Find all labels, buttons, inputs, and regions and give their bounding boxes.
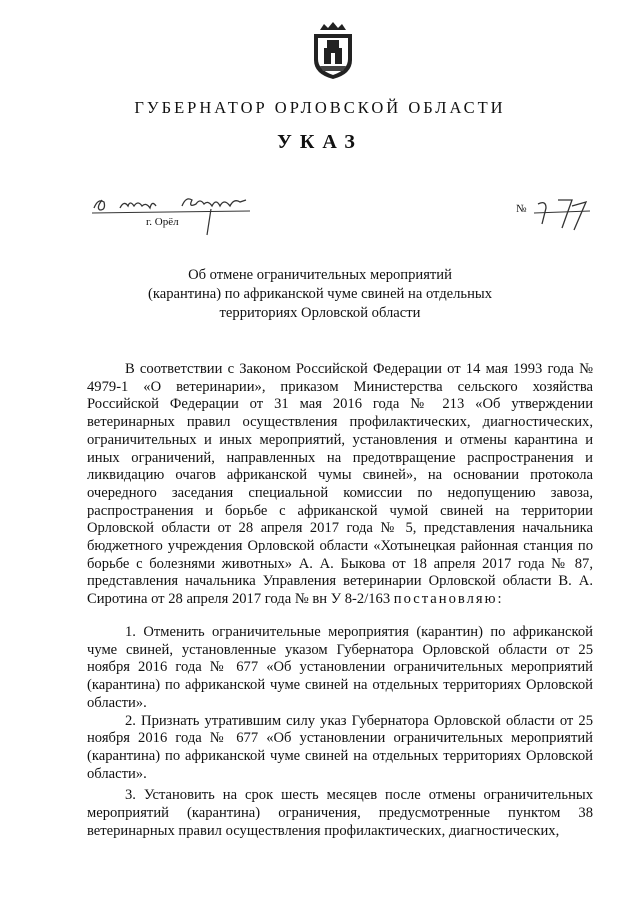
decree-item: 2. Признать утратившим силу указ Губернатора Орловской области от 25 ноября 2016 года № 677 «Об установлении ограничительных мероприятий (карантина) по африканской чуме свиней на отдельных территориях Орловской области». [87,712,593,782]
issuer-heading: ГУБЕРНАТОР ОРЛОВСКОЙ ОБЛАСТИ [134,98,506,117]
title-line: территориях Орловской области [219,305,421,321]
handwritten-slash [201,207,217,237]
decree-item: 3. Установить на срок шесть месяцев после отмены ограничительных мероприятий (карантина) ограничения, предусмотренные пунктом 38 ветеринарных правил осуществления профилактических, диагностических, [87,787,593,839]
document-type-heading: УКАЗ [277,131,363,153]
issue-city: г. Орёл [146,216,179,228]
handwritten-number [532,194,592,234]
coat-of-arms-emblem [310,22,356,80]
preamble-text: В соответствии с Законом Российской Федерации от 14 мая 1993 года № 4979-1 «О ветеринарии», приказом Министерства сельского хозяйства Российской Федерации от 31 мая 2016 года № 213 «Об утверждении ветеринарных правил осуществления профилактических, диагностических, ограничительных и иных мероприятий, установления и отмены карантина и иных ограничений, направленных на предотвращение распространения и ликвидацию очагов африканской чумы свиней», на основании протокола очередного заседания специальной комиссии по недопущению завоза, распространения и борьбе с африканской чумой свиней на территории Орловской области от 28 апреля 2017 года № 5, представления начальника бюджетного учреждения Орловской области «Хотынецкая районная станция по борьбе с болезнями животных» А. А. Быкова от 18 апреля 2017 года № 87, представления начальника Управления ветеринарии Орловской области В. А. Сиротина от 28 апреля 2017 года № вн У 8-2/163 [87,361,593,608]
decree-item: 1. Отменить ограничительные мероприятия (карантин) по африканской чуме свиней, установленные указом Губернатора Орловской области от 25 ноября 2016 года № 677 «Об установлении ограничительных мероприятий (карантина) по африканской чуме свиней на отдельных территориях Орловской области». [87,624,593,711]
decree-word: постановляю: [393,591,504,608]
title-line: Об отмене ограничительных мероприятий [188,267,452,283]
title-line: (карантина) по африканской чуме свиней на отдельных [147,286,492,302]
decree-title [140,266,500,323]
number-label: № [516,203,527,215]
decree-items [87,624,593,840]
handwritten-date [90,192,260,218]
preamble-paragraph [87,361,593,609]
